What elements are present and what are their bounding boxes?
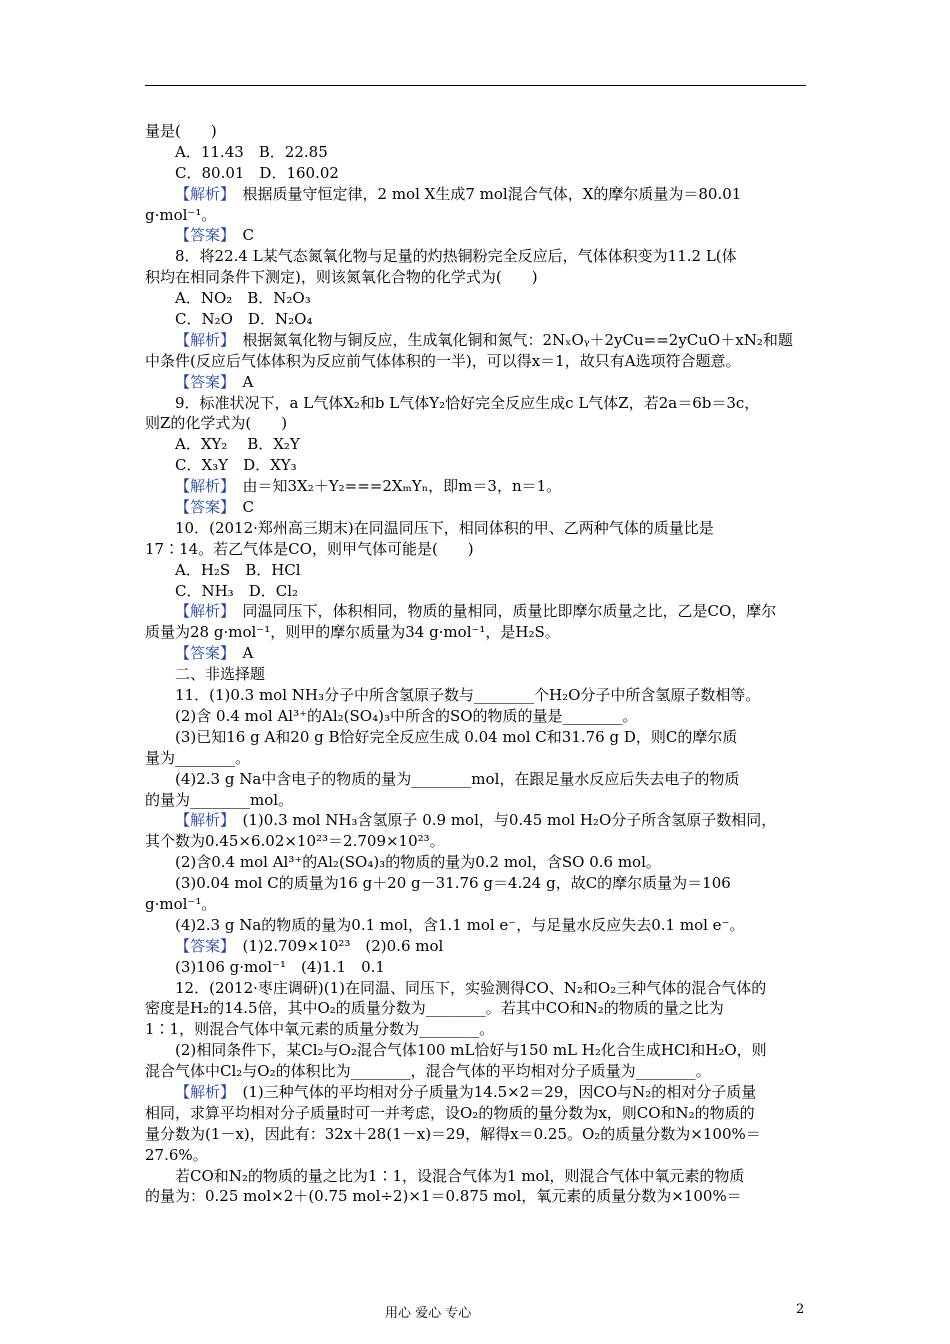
question-line: 9．标准状况下，a L气体X₂和b L气体Y₂恰好完全反应生成c L气体Z，若2a＝6b＝3c， [175, 393, 760, 412]
section-tag: 【答案】 [175, 372, 228, 391]
text-line: 1∶1，则混合气体中氧元素的质量分数为________。 [145, 1020, 495, 1039]
option-line: C．X₃Y D．XY₃ [175, 456, 297, 475]
option-line: C．80.01 D．160.02 [175, 163, 339, 182]
section-tag: 【答案】 [175, 226, 228, 245]
question-line: 11．(1)0.3 mol NH₃分子中所含氢原子数与________个H₂O分子中所含氢原子数相等。 [175, 686, 761, 705]
text-line: (4)2.3 g Na中含电子的物质的量为________mol，在跟足量水反应后失去电子的物质 [175, 769, 740, 788]
analysis-line: 【解析】 同温同压下，体积相同，物质的量相同，质量比即摩尔质量之比，乙是CO，摩尔 [175, 602, 777, 621]
text-line: 相同，求算平均相对分子质量时可一并考虑，设O₂的物质的量分数为x，则CO和N₂的物质的 [145, 1103, 755, 1122]
text-line: (3)106 g·mol⁻¹ (4)1.1 0.1 [175, 957, 385, 976]
text-line: (4)2.3 g Na的物质的量为0.1 mol，含1.1 mol e⁻，与足量水反应失去0.1 mol e⁻。 [175, 915, 745, 934]
option-line: C．NH₃ D．Cl₂ [175, 581, 299, 600]
section-tag: 【解析】 [175, 1082, 228, 1101]
analysis-line: 【解析】 根据氮氧化物与铜反应，生成氧化铜和氮气：2NₓOᵧ＋2yCu==2yCuO＋xN₂和题 [175, 330, 793, 349]
text-line: g·mol⁻¹。 [145, 205, 217, 224]
analysis-line: 【解析】 (1)三种气体的平均相对分子质量为14.5×2＝29，因CO与N₂的相对分子质量 [175, 1082, 757, 1101]
text-line: 量为________。 [145, 748, 251, 767]
answer-line: 【答案】 A [175, 372, 254, 391]
option-line: A．NO₂ B．N₂O₃ [175, 289, 311, 308]
text-line: (3)已知16 g A和20 g B恰好完全反应生成 0.04 mol C和31.76 g D，则C的摩尔质 [175, 727, 738, 746]
section-tag: 【解析】 [175, 602, 228, 621]
header-rule [145, 85, 806, 86]
page-number: 2 [796, 1302, 805, 1317]
text-line: 混合气体中Cl₂与O₂的体积比为________，混合气体的平均相对分子质量为________。 [145, 1062, 711, 1081]
answer-line: 【答案】 (1)2.709×10²³ (2)0.6 mol [175, 936, 444, 955]
text-line: (2)含 0.4 mol Al³⁺的Al₂(SO₄)₃中所含的SO的物质的量是________。 [175, 706, 638, 725]
section-tag: 【解析】 [175, 811, 228, 830]
option-line: A．H₂S B．HCl [175, 560, 301, 579]
text-line: 的量为：0.25 mol×2＋(0.75 mol÷2)×1＝0.875 mol，氧元素的质量分数为×100%＝ [145, 1187, 742, 1206]
text-line: 若CO和N₂的物质的量之比为1∶1，设混合气体为1 mol，则混合气体中氧元素的物质 [175, 1166, 745, 1185]
option-line: A．11.43 B．22.85 [175, 142, 328, 161]
text-line: 中条件(反应后气体体积为反应前气体体积的一半)，可以得x＝1，故只有A选项符合题意。 [145, 351, 741, 370]
document-body [145, 121, 806, 1207]
answer-line: 【答案】 C [175, 226, 254, 245]
option-line: A．XY₂ B．X₂Y [175, 435, 300, 454]
section-tag: 【答案】 [175, 498, 228, 517]
text-line: 27.6%。 [145, 1145, 208, 1164]
footer-text: 用心 爱心 专心 [385, 1306, 472, 1321]
text-line: (2)相同条件下，某Cl₂与O₂混合气体100 mL恰好与150 mL H₂化合生成HCl和H₂O，则 [175, 1041, 767, 1060]
text-line: 积均在相同条件下测定)，则该氮氧化合物的化学式为( ) [145, 268, 538, 287]
question-line: 8．将22.4 L某气态氮氧化物与足量的灼热铜粉完全反应后，气体体积变为11.2 L(体 [175, 247, 737, 266]
question-line: 10．(2012·郑州高三期末)在同温同压下，相同体积的甲、乙两种气体的质量比是 [175, 518, 714, 537]
analysis-line: 【解析】 根据质量守恒定律，2 mol X生成7 mol混合气体，X的摩尔质量为＝80.01 [175, 184, 742, 203]
answer-line: 【答案】 A [175, 644, 254, 663]
text-line: 的量为________mol。 [145, 790, 294, 809]
text-line: 质量为28 g·mol⁻¹，则甲的摩尔质量为34 g·mol⁻¹，是H₂S。 [145, 623, 560, 642]
option-line: C．N₂O D．N₂O₄ [175, 310, 313, 329]
section-tag: 【解析】 [175, 330, 228, 349]
section-tag: 【解析】 [175, 184, 228, 203]
text-line: 则Z的化学式为( ) [145, 414, 288, 433]
analysis-line: 【解析】 (1)0.3 mol NH₃含氢原子 0.9 mol，与0.45 mol H₂O分子所含氢原子数相同， [175, 811, 777, 830]
analysis-line: 【解析】 由＝知3X₂＋Y₂===2XₘYₙ，即m＝3，n＝1。 [175, 477, 562, 496]
text-line: (3)0.04 mol C的质量为16 g＋20 g－31.76 g＝4.24 g，故C的摩尔质量为＝106 [175, 874, 731, 893]
text-line: g·mol⁻¹。 [145, 894, 217, 913]
section-tag: 【解析】 [175, 477, 228, 496]
question-line: 12．(2012·枣庄调研)(1)在同温、同压下，实验测得CO、N₂和O₂三种气体的混合气体的 [175, 978, 767, 997]
answer-line: 【答案】 C [175, 498, 254, 517]
text-line: (2)含0.4 mol Al³⁺的Al₂(SO₄)₃的物质的量为0.2 mol，含SO 0.6 mol。 [175, 853, 661, 872]
text-line: 量分数为(1－x)，因此有：32x＋28(1－x)＝29，解得x＝0.25。O₂的质量分数为×100%＝ [145, 1124, 761, 1143]
text-line: 量是( ) [145, 122, 217, 140]
text-line: 17∶14。若乙气体是CO，则甲气体可能是( ) [145, 539, 474, 558]
text-line: 密度是H₂的14.5倍，其中O₂的质量分数为________。若其中CO和N₂的物质的量之比为 [145, 999, 724, 1018]
text-line: 其个数为0.45×6.02×10²³＝2.709×10²³。 [145, 832, 445, 851]
section-tag: 【答案】 [175, 644, 228, 663]
section-heading: 二、非选择题 [175, 665, 266, 684]
section-tag: 【答案】 [175, 936, 228, 955]
